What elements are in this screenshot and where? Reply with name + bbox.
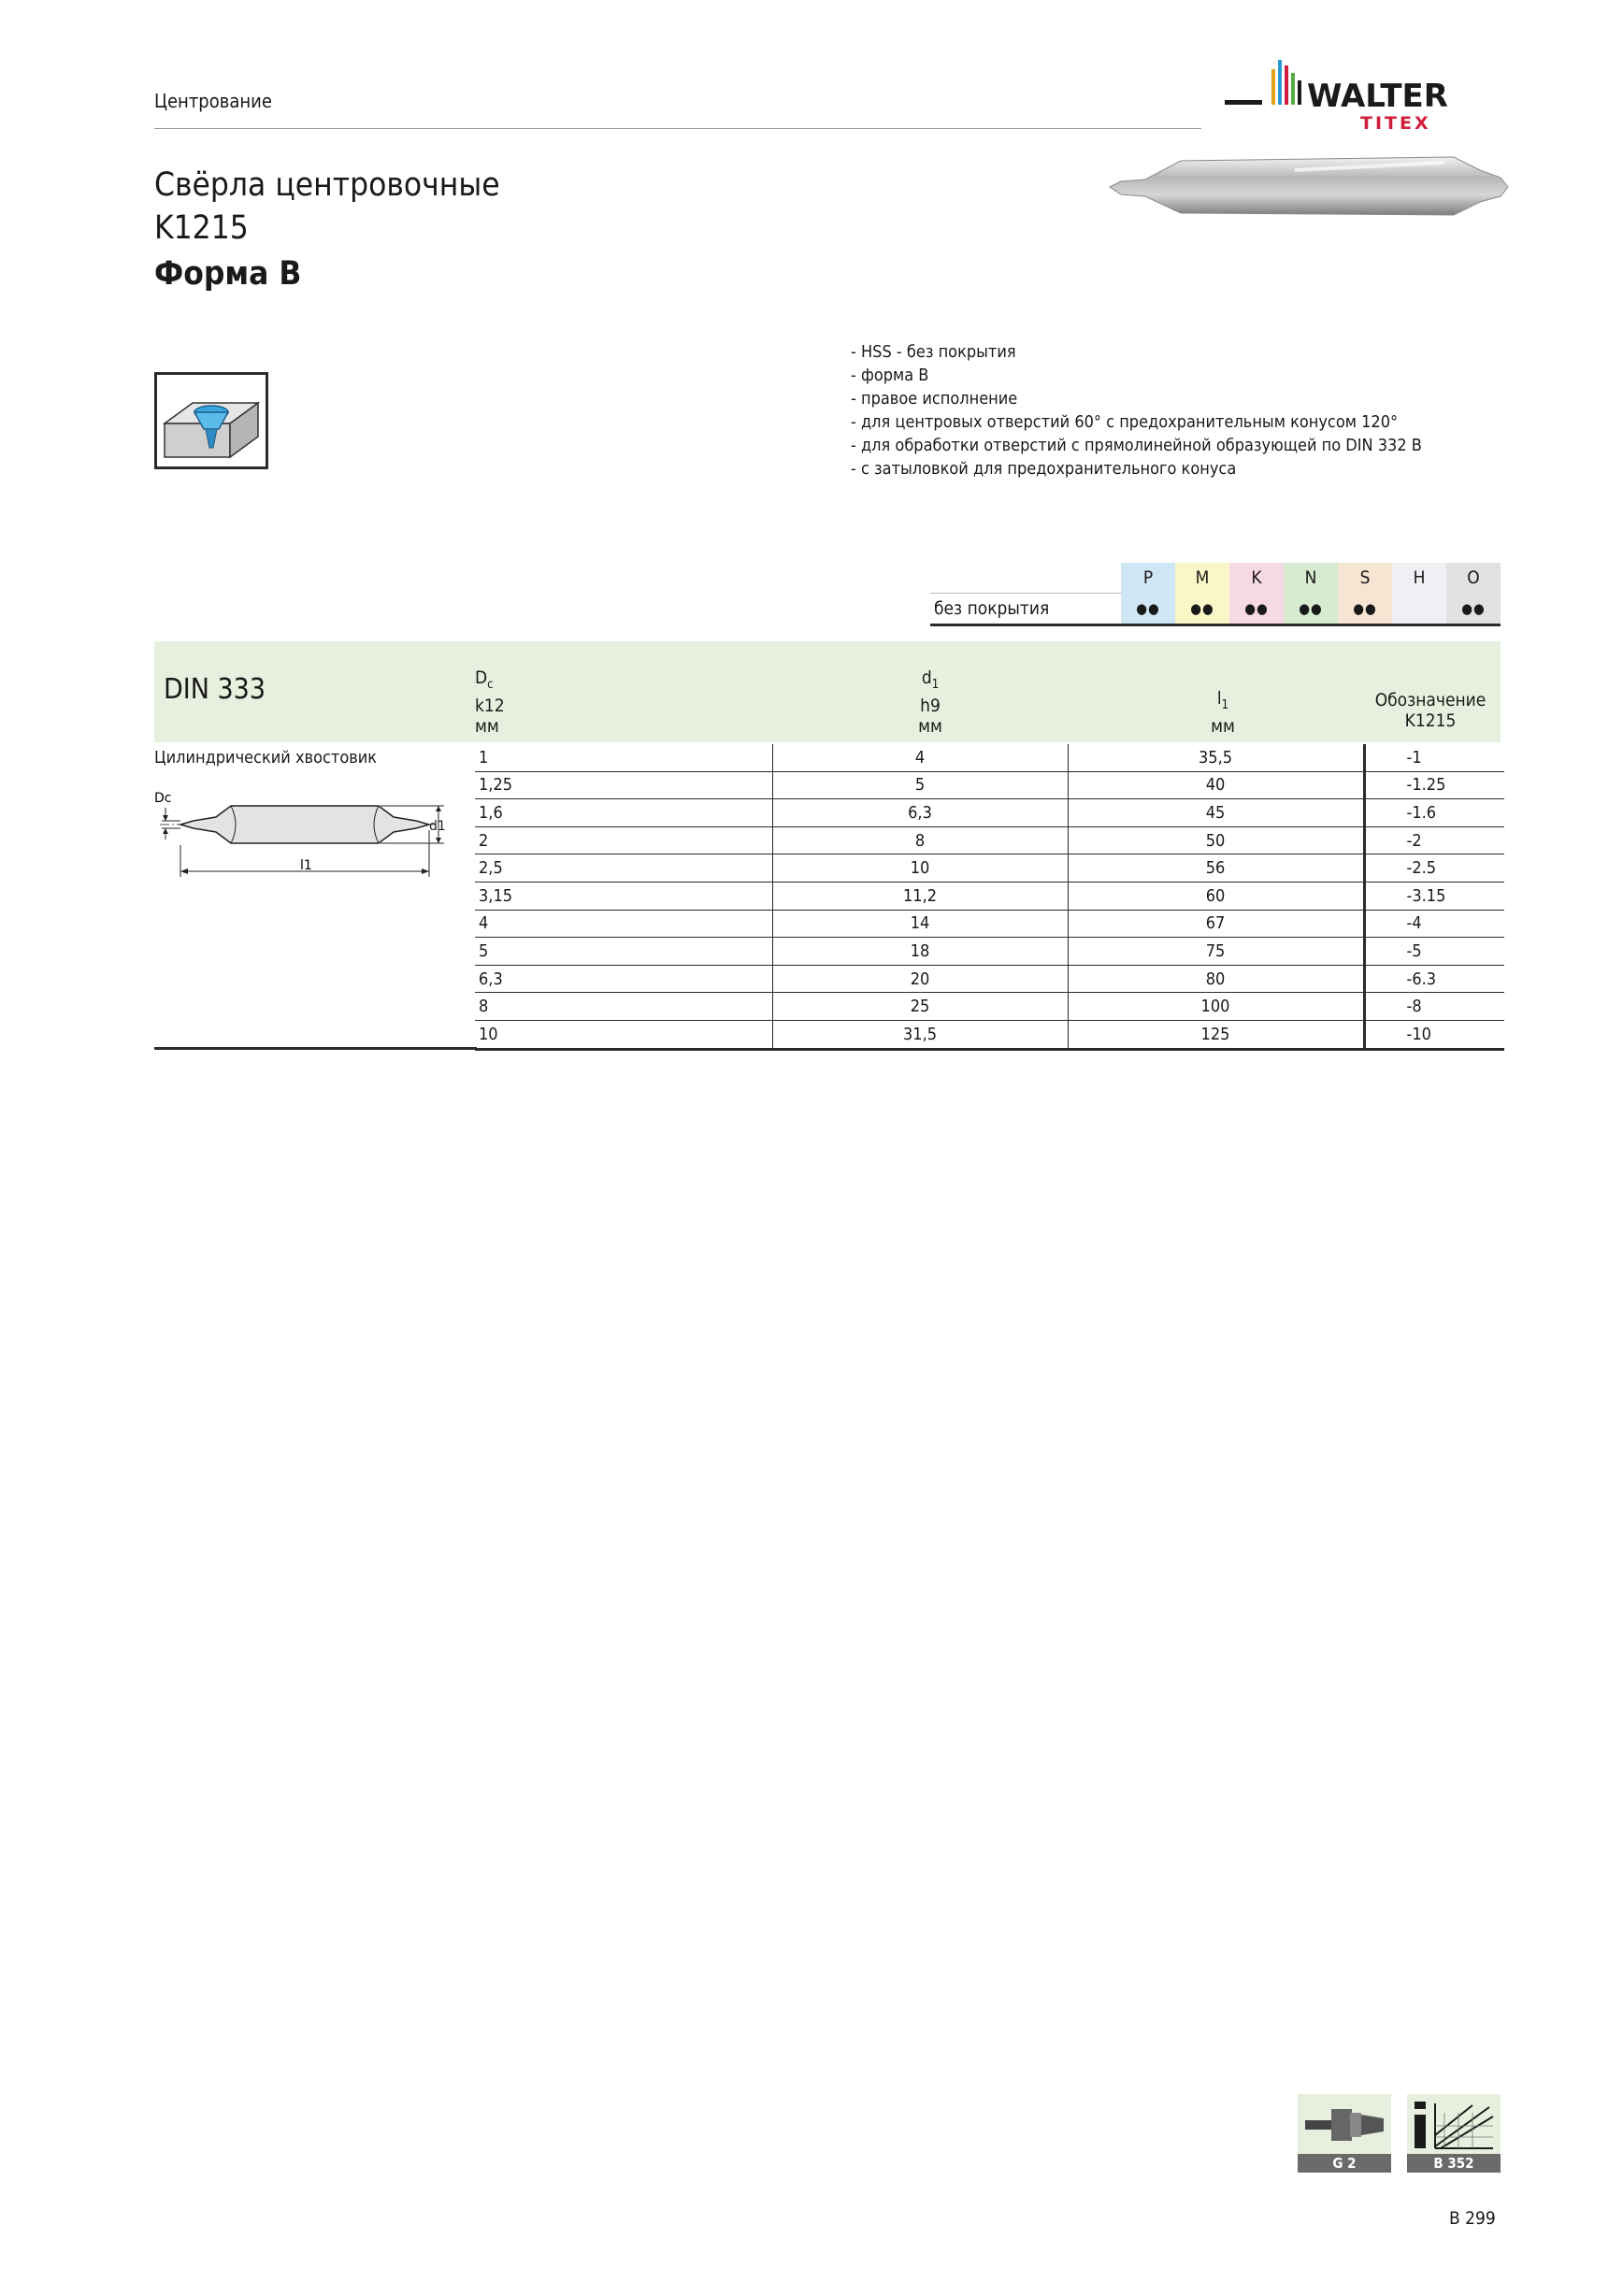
table-row	[475, 882, 1504, 910]
material-code-o: O	[1446, 563, 1501, 594]
cell-designation: -2.5	[1364, 854, 1504, 883]
material-groups-table	[930, 563, 1501, 626]
suitability-k: ●●	[1229, 594, 1284, 625]
cell-l1: 125	[1068, 1020, 1364, 1049]
feature-list	[851, 340, 1422, 481]
cell-dc: 1	[475, 744, 772, 771]
cell-designation: -8	[1364, 993, 1504, 1021]
cell-d1: 18	[772, 938, 1068, 966]
cell-d1: 31,5	[772, 1020, 1068, 1049]
shank-type-label: Цилиндрический хвостовик	[154, 748, 378, 768]
suitability-p: ●●	[1121, 594, 1175, 625]
cell-d1: 6,3	[772, 799, 1068, 827]
table-row	[475, 744, 1504, 771]
material-code-n: N	[1284, 563, 1338, 594]
table-row	[475, 771, 1504, 799]
cell-l1: 56	[1068, 854, 1364, 883]
cell-designation: -2	[1364, 826, 1504, 854]
feature-item: - форма B	[851, 366, 929, 385]
cell-dc: 2,5	[475, 854, 772, 883]
cell-l1: 100	[1068, 993, 1364, 1021]
cell-dc: 8	[475, 993, 772, 1021]
cell-designation: -1.25	[1364, 771, 1504, 799]
cell-l1: 67	[1068, 910, 1364, 938]
cell-designation: -10	[1364, 1020, 1504, 1049]
cell-dc: 10	[475, 1020, 772, 1049]
table-row	[475, 993, 1504, 1021]
table-row	[475, 910, 1504, 938]
reference-g2[interactable]	[1298, 2094, 1391, 2174]
table-bottom-rule	[154, 1047, 477, 1050]
info-chart-icon	[1407, 2094, 1501, 2154]
cell-d1: 20	[772, 965, 1068, 993]
application-symbol	[154, 372, 268, 469]
coating-label: без покрытия	[930, 594, 1121, 625]
suitability-m: ●●	[1175, 594, 1229, 625]
table-row	[475, 965, 1504, 993]
logo-text: WALTER	[1307, 78, 1448, 115]
cell-d1: 10	[772, 854, 1068, 883]
cell-l1: 40	[1068, 771, 1364, 799]
cell-l1: 80	[1068, 965, 1364, 993]
tool-holder-icon	[1298, 2094, 1391, 2154]
cell-d1: 8	[772, 826, 1068, 854]
centre-drill-image	[1108, 151, 1510, 226]
header-rule	[154, 128, 1201, 129]
header-d1: $d_1$ h9 мм	[918, 667, 942, 737]
section-label: Центрование	[154, 90, 272, 112]
cell-l1: 50	[1068, 826, 1364, 854]
logo-subtext: TITEX	[1360, 113, 1431, 134]
table-row	[475, 938, 1504, 966]
cell-dc: 6,3	[475, 965, 772, 993]
cell-l1: 45	[1068, 799, 1364, 827]
centre-hole-icon	[157, 375, 266, 466]
cell-designation: -5	[1364, 938, 1504, 966]
cell-dc: 5	[475, 938, 772, 966]
feature-item: - для обработки отверстий с прямолинейной образующей по DIN 332 B	[851, 436, 1422, 455]
cell-designation: -4	[1364, 910, 1504, 938]
cell-dc: 3,15	[475, 882, 772, 910]
table-row	[475, 826, 1504, 854]
cell-l1: 35,5	[1068, 744, 1364, 771]
cell-l1: 75	[1068, 938, 1364, 966]
table-row	[475, 1020, 1504, 1049]
title-line-3: Форма B	[154, 255, 302, 293]
suitability-s: ●●	[1338, 594, 1392, 625]
feature-item: - HSS - без покрытия	[851, 342, 1016, 362]
material-code-s: S	[1338, 563, 1392, 594]
suitability-n: ●●	[1284, 594, 1338, 625]
title-line-1: Свёрла центровочные	[154, 166, 500, 204]
feature-item: - с затыловкой для предохранительного конуса	[851, 459, 1237, 479]
table-row	[475, 799, 1504, 827]
material-code-m: M	[1175, 563, 1229, 594]
feature-item: - правое исполнение	[851, 389, 1018, 409]
label-d1: d1	[429, 819, 446, 834]
cell-designation: -1.6	[1364, 799, 1504, 827]
cell-designation: -6.3	[1364, 965, 1504, 993]
feature-item: - для центровых отверстий 60° с предохранительным конусом 120°	[851, 412, 1399, 432]
cell-dc: 2	[475, 826, 772, 854]
suitability-h	[1392, 594, 1446, 625]
label-l1: l1	[300, 858, 312, 873]
suitability-o: ●●	[1446, 594, 1501, 625]
page-number: B 299	[1449, 2208, 1496, 2229]
cell-d1: 14	[772, 910, 1068, 938]
cell-d1: 5	[772, 771, 1068, 799]
header-l1: $l_1$ мм	[1211, 688, 1235, 737]
standard-label: DIN 333	[164, 673, 266, 706]
table-header	[154, 641, 1501, 742]
walter-titex-logo	[1225, 58, 1505, 135]
material-code-p: P	[1121, 563, 1175, 594]
material-code-h: H	[1392, 563, 1446, 594]
cell-designation: -3.15	[1364, 882, 1504, 910]
cell-designation: -1	[1364, 744, 1504, 771]
cell-d1: 25	[772, 993, 1068, 1021]
title-line-2: K1215	[154, 209, 249, 247]
dimensions-table	[475, 744, 1504, 1051]
reference-b352-label: B 352	[1407, 2154, 1501, 2173]
cell-d1: 11,2	[772, 882, 1068, 910]
reference-b352[interactable]	[1407, 2094, 1501, 2174]
drill-dimension-drawing	[154, 783, 463, 896]
cell-dc: 1,6	[475, 799, 772, 827]
cell-dc: 4	[475, 910, 772, 938]
cell-dc: 1,25	[475, 771, 772, 799]
header-designation: Обозначение K1215	[1374, 690, 1487, 731]
reference-g2-label: G 2	[1298, 2154, 1391, 2173]
header-dc: $D_c$ k12 мм	[475, 667, 505, 737]
table-row	[475, 854, 1504, 883]
material-code-k: K	[1229, 563, 1284, 594]
cell-l1: 60	[1068, 882, 1364, 910]
label-dc: Dc	[154, 791, 172, 806]
cell-d1: 4	[772, 744, 1068, 771]
